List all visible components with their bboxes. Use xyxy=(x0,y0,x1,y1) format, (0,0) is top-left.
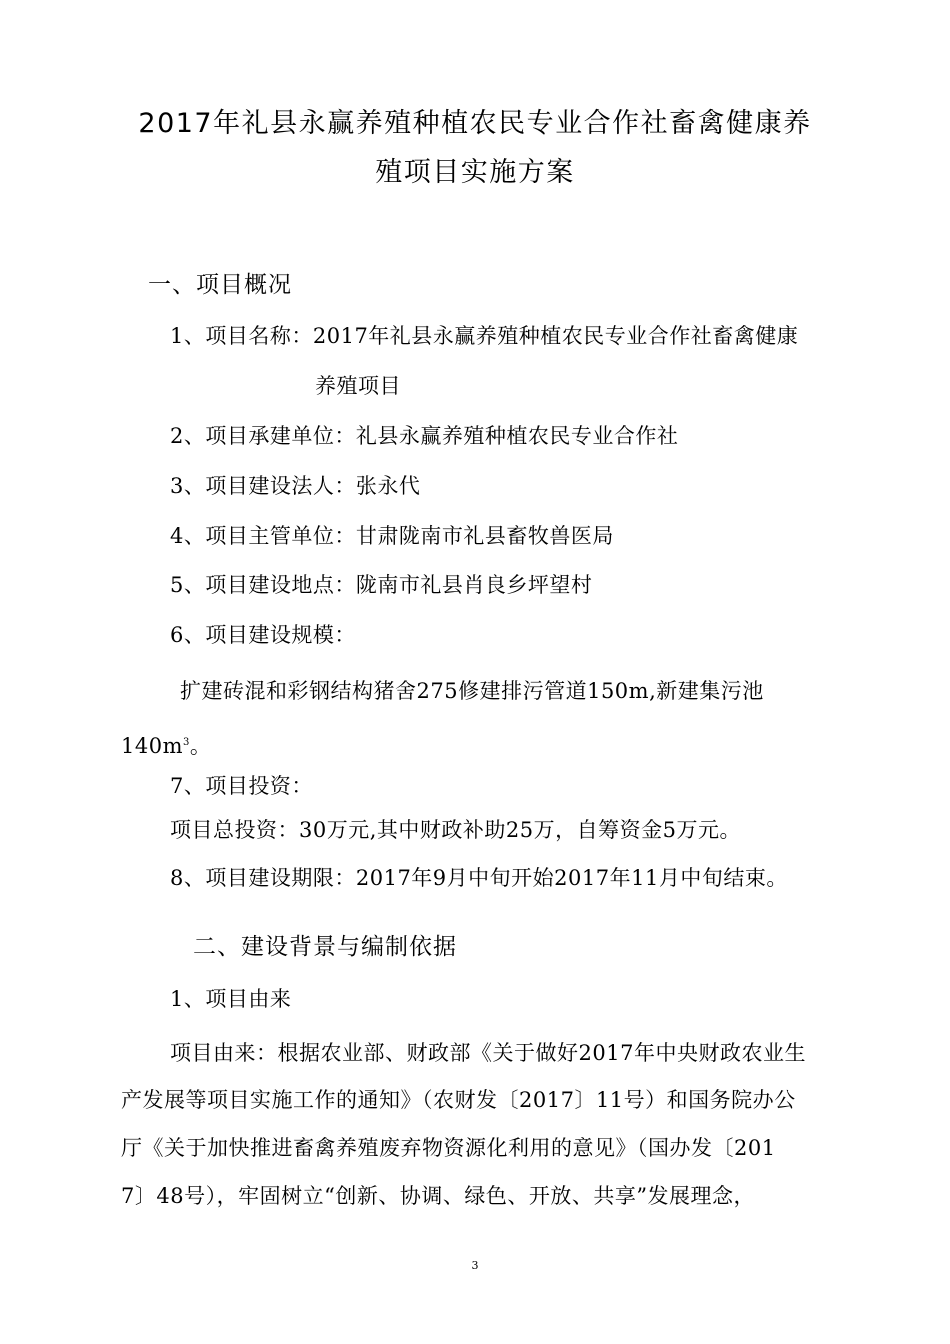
construction-site: 5、项目建设地点：陇南市礼县肖良乡坪望村 xyxy=(170,573,593,597)
construction-period: 8、项目建设期限：2017年9月中旬开始2017年11月中旬结束。 xyxy=(170,866,788,890)
construction-scale-detail-line-1: 扩建砖混和彩钢结构猪舍275修建排污管道150m,新建集污池 xyxy=(180,679,764,703)
cubic-superscript: 3 xyxy=(183,737,190,748)
origin-paragraph-line-4: 7〕48号），牢固树立“创新、协调、绿色、开放、共享”发展理念， xyxy=(121,1184,756,1208)
section-heading-background: 二、建设背景与编制依据 xyxy=(193,934,457,960)
contractor-unit: 2、项目承建单位：礼县永赢养殖种植农民专业合作社 xyxy=(170,424,679,448)
construction-scale-label: 6、项目建设规模： xyxy=(170,623,356,647)
construction-scale-detail-line-2 xyxy=(121,732,211,760)
project-name-line-2: 养殖项目 xyxy=(315,374,401,398)
page-number: 3 xyxy=(471,1259,479,1272)
document-title-line-1: 2017年礼县永赢养殖种植农民专业合作社畜禽健康养 xyxy=(138,108,812,139)
investment-detail: 项目总投资：30万元,其中财政补助25万，自筹资金5万元。 xyxy=(170,818,741,842)
origin-paragraph-line-2: 产发展等项目实施工作的通知》（农财发〔2017〕11号）和国务院办公 xyxy=(121,1088,796,1112)
pool-volume-value: 140m xyxy=(121,734,183,758)
supervising-unit: 4、项目主管单位：甘肃陇南市礼县畜牧兽医局 xyxy=(170,524,614,548)
document-title-line-2: 殖项目实施方案 xyxy=(375,157,575,188)
project-origin-subheading: 1、项目由来 xyxy=(170,987,292,1011)
origin-paragraph-line-1: 项目由来：根据农业部、财政部《关于做好2017年中央财政农业生 xyxy=(170,1041,806,1065)
legal-person: 3、项目建设法人：张永代 xyxy=(170,474,421,498)
sentence-end: 。 xyxy=(189,734,212,758)
project-name-line-1: 1、项目名称：2017年礼县永赢养殖种植农民专业合作社畜禽健康 xyxy=(170,324,799,348)
origin-paragraph-line-3: 厅《关于加快推进畜禽养殖废弃物资源化利用的意见》（国办发〔201 xyxy=(121,1136,776,1160)
investment-label: 7、项目投资： xyxy=(170,774,313,798)
section-heading-overview: 一、项目概况 xyxy=(148,272,292,298)
